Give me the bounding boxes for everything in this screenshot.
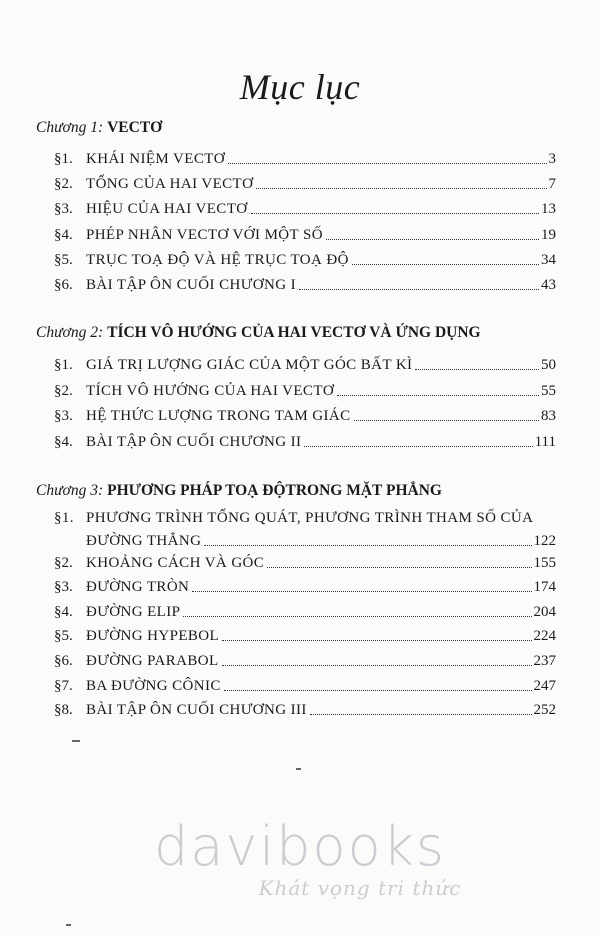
toc-entry-page: 83 — [541, 408, 556, 425]
toc-entry — [54, 548, 556, 572]
chapter-name: TÍCH VÔ HƯỚNG CỦA HAI VECTƠ VÀ ỨNG DỤNG — [107, 324, 481, 341]
toc-entry-page: 247 — [533, 677, 556, 694]
toc-leader-dots — [224, 690, 532, 691]
toc-entry-section: §4. — [54, 226, 73, 243]
toc-entry — [54, 245, 556, 269]
toc-entry-title: ĐƯỜNG THẲNG — [86, 533, 202, 549]
toc-leader-dots — [337, 395, 539, 396]
chapter-heading — [36, 119, 162, 137]
toc-entry-title: TRỤC TOẠ ĐỘ VÀ HỆ TRỤC TOẠ ĐỘ — [86, 251, 349, 268]
margin-mark — [296, 768, 301, 770]
toc-leader-dots — [222, 640, 531, 641]
toc-leader-dots — [352, 264, 539, 265]
toc-leader-dots — [183, 616, 531, 617]
toc-entry-page: 204 — [533, 603, 556, 620]
toc-leader-dots — [304, 446, 532, 447]
toc-leader-dots — [299, 289, 539, 290]
watermark-slogan: Khát vọng tri thức — [258, 876, 462, 900]
toc-entry-page: 122 — [533, 533, 556, 549]
toc-entry-title: HIỆU CỦA HAI VECTƠ — [86, 201, 248, 218]
toc-entry — [54, 169, 556, 193]
chapter-name: PHƯƠNG PHÁP TOẠ ĐỘTRONG MẶT PHẲNG — [107, 482, 442, 499]
chapter-heading — [36, 482, 442, 500]
page-title: Mục lục — [239, 67, 361, 107]
toc-leader-dots — [204, 545, 531, 546]
toc-entry — [54, 671, 556, 695]
toc-entry-title-line: PHƯƠNG TRÌNH TỔNG QUÁT, PHƯƠNG TRÌNH THAM SỐ CỦA — [86, 510, 534, 526]
toc-entry-title: PHÉP NHÂN VECTƠ VỚI MỘT SỐ — [86, 226, 323, 243]
toc-entry-page: 13 — [541, 201, 556, 218]
toc-entry-section: §3. — [54, 579, 73, 596]
toc-entry-section: §1. — [54, 151, 73, 167]
toc-entry-page: 55 — [541, 382, 556, 399]
toc-entry-section: §3. — [54, 201, 73, 218]
toc-entry-page: 252 — [533, 702, 556, 719]
toc-entry — [54, 376, 556, 400]
toc-entry-page: 111 — [534, 434, 556, 451]
toc-entry — [54, 621, 556, 645]
toc-entry — [54, 427, 556, 451]
toc-entry — [54, 270, 556, 294]
toc-entry-section: §4. — [54, 603, 73, 620]
chapter-label: Chương 3: — [36, 482, 104, 499]
toc-leader-dots — [192, 591, 531, 592]
toc-entry-title: ĐƯỜNG ELIP — [86, 603, 181, 620]
toc-entry-title: BÀI TẬP ÔN CUỐI CHƯƠNG II — [86, 434, 302, 451]
toc-entry — [54, 646, 556, 670]
toc-entry — [54, 144, 556, 168]
toc-entry-page: 34 — [541, 251, 556, 268]
chapter-heading — [36, 324, 481, 342]
toc-entry-page: 155 — [533, 554, 556, 571]
toc-entry-section: §5. — [54, 628, 73, 645]
toc-entry-page: 237 — [533, 653, 556, 669]
toc-leader-dots — [228, 163, 546, 164]
toc-leader-dots — [310, 714, 532, 715]
toc-entry-section: §3. — [54, 408, 73, 425]
chapter-name: VECTƠ — [107, 119, 163, 136]
toc-entry-section: §1. — [54, 357, 73, 373]
toc-entry-section: §2. — [54, 382, 73, 399]
toc-entry-title: GIÁ TRỊ LƯỢNG GIÁC CỦA MỘT GÓC BẤT KÌ — [86, 357, 413, 373]
chapter-label: Chương 1: — [36, 119, 104, 136]
toc-entry-title: BA ĐƯỜNG CÔNIC — [86, 677, 221, 694]
toc-entry-section: §5. — [54, 251, 73, 268]
toc-entry-title: KHÁI NIỆM VECTƠ — [86, 151, 226, 167]
margin-mark — [66, 924, 71, 926]
toc-entry-title: BÀI TẬP ÔN CUỐI CHƯƠNG I — [86, 277, 296, 293]
toc-leader-dots — [326, 239, 539, 240]
toc-entry-section: §1. — [54, 510, 74, 526]
toc-entry — [54, 695, 556, 719]
toc-entry — [54, 401, 556, 425]
toc-entry-page: 7 — [548, 176, 556, 193]
toc-entry-title: ĐƯỜNG PARABOL — [86, 653, 219, 669]
toc-entry-page: 224 — [533, 628, 556, 645]
toc-entry-page: 50 — [541, 357, 556, 373]
toc-entry-page: 19 — [541, 226, 556, 243]
toc-entry-page: 43 — [541, 277, 556, 293]
toc-entry-page: 174 — [533, 579, 556, 596]
toc-entry — [54, 350, 556, 374]
toc-entry — [54, 597, 556, 621]
toc-leader-dots — [267, 567, 531, 568]
toc-entry-title: TỔNG CỦA HAI VECTƠ — [86, 176, 254, 193]
toc-entry-section: §6. — [54, 653, 73, 669]
toc-entry — [54, 194, 556, 218]
margin-mark — [72, 740, 80, 742]
toc-entry-section: §8. — [54, 702, 73, 719]
toc-entry-title: TÍCH VÔ HƯỚNG CỦA HAI VECTƠ — [86, 382, 335, 399]
toc-leader-dots — [415, 369, 539, 370]
chapter-label: Chương 2: — [36, 324, 104, 341]
toc-entry — [54, 220, 556, 244]
toc-entry-section: §2. — [54, 554, 73, 571]
toc-leader-dots — [222, 665, 532, 666]
toc-entry — [54, 572, 556, 596]
toc-leader-dots — [256, 188, 546, 189]
toc-entry-section: §6. — [54, 277, 73, 293]
toc-entry — [54, 526, 556, 550]
toc-entry-section: §7. — [54, 677, 73, 694]
toc-entry-title: BÀI TẬP ÔN CUỐI CHƯƠNG III — [86, 702, 307, 719]
toc-entry-section: §2. — [54, 176, 73, 193]
toc-leader-dots — [251, 213, 540, 214]
toc-entry-title: HỆ THỨC LƯỢNG TRONG TAM GIÁC — [86, 408, 351, 425]
toc-entry-page: 3 — [548, 151, 556, 167]
watermark-logo: davibooks — [153, 815, 447, 878]
toc-entry-section: §4. — [54, 434, 73, 451]
toc-entry-title: KHOẢNG CÁCH VÀ GÓC — [86, 554, 265, 571]
toc-entry-title: ĐƯỜNG TRÒN — [86, 579, 190, 596]
toc-leader-dots — [354, 420, 539, 421]
toc-entry-title: ĐƯỜNG HYPEBOL — [86, 628, 220, 645]
